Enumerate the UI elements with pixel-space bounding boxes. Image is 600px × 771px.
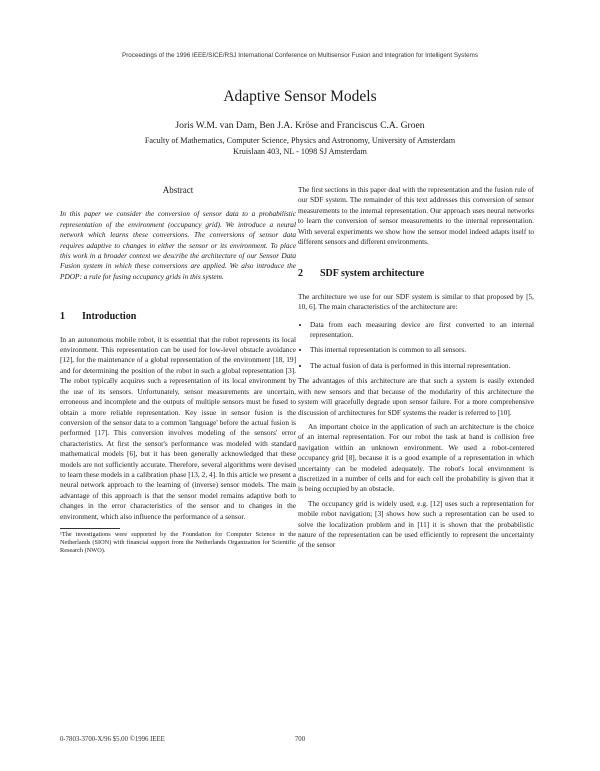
- page-number: 700: [294, 736, 306, 743]
- abstract-text: In this paper we consider the conversion of sensor data to a probabilistic representation of the environment (occupancy grid). We introduce a neural network which learns these conversions. The conversions of sensor data requires adaptive to changes in either the sensor or its environment. To place this work in a broader context we describe the architecture of our Sensor Data Fusion system in which these conversions are applied. We also introduce the PDOP: a rule for fusing occupancy grids in this system.: [60, 209, 296, 281]
- proceedings-header: Proceedings of the 1996 IEEE/SICE/RSJ International Conference on Multisensor Fusion and Integration for Intelligent Systems: [122, 52, 478, 59]
- paper-title: Adaptive Sensor Models: [223, 88, 377, 105]
- authors: Joris W.M. van Dam, Ben J.A. Kröse and Franciscus C.A. Groen: [175, 120, 425, 131]
- list-item: • The actual fusion of data is performed in this internal representation.: [310, 361, 534, 371]
- sdf-paragraph-4: The occupancy grid is widely used, e.g. [12] uses such a representation for mobile robot navigation; [3] shows how such a representation can be used to solve the localization problem and in [11] it is shown that the probabilistic nature of the representation can be used efficiently to represent the uncertainty of the sensor: [298, 498, 534, 550]
- section-2-number: 2: [298, 268, 303, 280]
- section-2-heading: [298, 269, 534, 279]
- abstract-heading: Abstract: [162, 185, 194, 195]
- sdf-paragraph-3: An important choice in the application of such an architecture is the choice of an internal representation. For our robot the task at hand is collision free navigation within an unknown environment. We used a robot-centered occupancy grid [8], because it is a good example of a representation in which uncertainty can be modeled adequately. The robot's local environment is discretized in a number of cells and for each cell the probability is given that it is being occupied by an obstacle.: [298, 421, 534, 494]
- intro-paragraph-1: In an autonomous mobile robot, it is essential that the robot represents its local environment. This representation can be used for low-level obstacle avoidance [12], for the maintenance of a global representation of the environment [18, 19] and for determining the position of the robot in such a global representation [3]. The robot typically acquires such a representation of its local environment by the use of its sensors. Unfortunately, sensor measurements are uncertain, erroneous and incomplete and the outputs of multiple sensors must be fused to obtain a more reliable representation. Key issue in sensor fusion is the conversion of the sensor data to a common 'language' before the actual fusion is performed [17]. This conversion involves modeling of the sensors' error characteristics. At first the sensor's performance was modeled with standard mathematical models [6], but it has been generally acknowledged that these models are not sufficiently accurate. Therefore, several algorithms were devised to learn these models in a calibration phase [13, 2, 4]. In this article we present a neural network approach to the learning of (inverse) sensor models. The main advantage of this approach is that the sensor model remains adaptive both to changes in the error characteristics of the sensor and to changes in the environment, which also influence the performance of a sensor.: [60, 334, 296, 521]
- list-item: • Data from each measuring device are first converted to an internal representation.: [310, 320, 534, 341]
- left-column: [60, 185, 296, 556]
- section-1-number: 1: [60, 311, 65, 323]
- footer-isbn: 0-7803-3700-X/96 $5.00 ©1996 IEEE: [60, 736, 165, 743]
- affiliation-line-2: Kruislaan 403, NL - 1098 SJ Amsterdam: [233, 147, 367, 156]
- sdf-paragraph-2: The advantages of this architecture are that such a system is easily extended with new sensors and that because of the modularity of this architecture the system will gracefully degrade upon sensor failure. For a more comprehensive discussion of architectures for SDF systems the reader is referred to [10].: [298, 376, 534, 417]
- section-1-title: Introduction: [82, 311, 137, 323]
- sdf-paragraph-1: The architecture we use for our SDF system is similar to that proposed by [5, 10, 6]. The main characteristics of the architecture are:: [298, 291, 534, 312]
- section-2-title: SDF system architecture: [320, 268, 425, 280]
- list-item: • This internal representation is common to all sensors.: [310, 345, 534, 355]
- affiliation-line-1: Faculty of Mathematics, Computer Science, Physics and Astronomy, University of Amsterdam: [144, 136, 456, 145]
- footnote: ¹The investigations were supported by the Foundation for Computer Science in the Netherlands (SION) with financial support from the Netherlands Organization for Scientific Research (NWO).: [60, 530, 296, 555]
- section-1-heading: [60, 312, 296, 322]
- affiliation: [40, 135, 560, 157]
- sdf-characteristics-list: [298, 320, 534, 372]
- right-column: [298, 185, 534, 551]
- footnote-rule: [60, 528, 120, 529]
- right-intro-paragraph: The first sections in this paper deal with the representation and the fusion rule of our SDF system. The remainder of this text addresses this conversion of sensor measurements to the internal representation. Our approach uses neural networks to learn the conversion of sensor measurements to the internal representation. With several experiments we show how the sensor model indeed adapts itself to different sensors and different environments.: [298, 185, 534, 247]
